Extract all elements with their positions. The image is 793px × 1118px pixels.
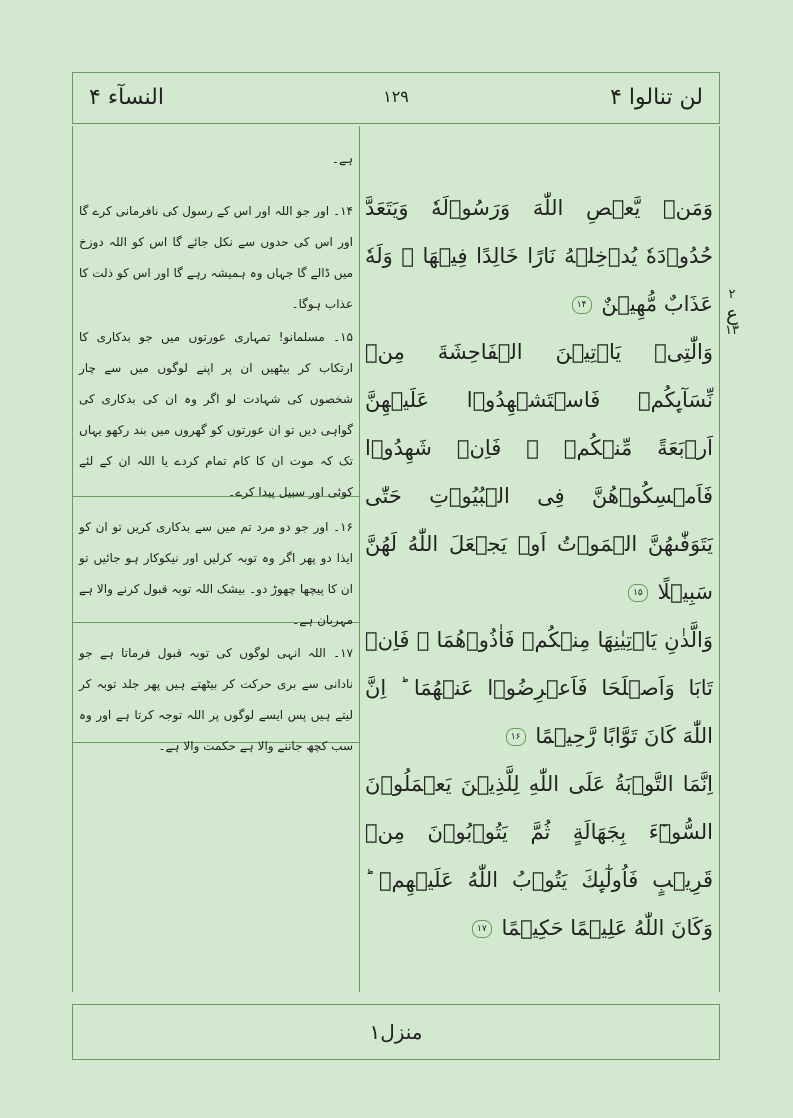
ayah-number-marker: ۱۷ (472, 920, 492, 938)
verse-text: وَالَّذٰنِ يَاۡتِيٰنِهَا مِنۡكُمۡ فَاٰذُوۡهُمَا ۚ فَاِنۡ تَابَا وَاَصۡلَحَا فَاَعۡرِضُوۡا عَنۡهُمَا ؕ اِنَّ اللّٰهَ كَانَ تَوَّابًا رَّحِيۡمًا (365, 628, 713, 748)
urdu-translation-17: ۱۷۔ اللہ انہی لوگوں کی توبہ قبول فرماتا ہے جو نادانی سے بری حرکت کر بیٹھتے ہیں پھر جلد توبہ کر لیتے ہیں پس ایسے لوگوں پر اللہ توجہ کرتا ہے اور وہ سب کچھ جاننے والا ہے حکمت والا ہے۔ (79, 646, 353, 753)
verse-text: وَالّٰتِىۡ يَاۡتِيۡنَ الۡفَاحِشَةَ مِنۡ نِّسَآٮِٕكُمۡ فَاسۡتَشۡهِدُوۡا عَلَيۡهِنَّ اَرۡبَعَةً مِّنۡكُمۡ ۚ فَاِنۡ شَهِدُوۡا فَاَمۡسِكُوۡهُنَّ فِى الۡبُيُوۡتِ حَتّٰى يَتَوَفّٰٮهُنَّ الۡمَوۡتُ اَوۡ يَجۡعَلَ اللّٰهُ لَهُنَّ سَبِيۡلًا (365, 340, 713, 604)
ruku-verse-count: ۱۳ (725, 323, 739, 338)
arabic-verse-14 (365, 184, 713, 328)
ayah-number-marker: ۱۶ (506, 728, 526, 746)
page-number: ۱۲۹ (383, 87, 409, 106)
urdu-translation-14: ۱۴۔ اور جو اللہ اور اس کے رسول کی نافرمانی کرے گا اور اس کی حدوں سے نکل جائے گا اس کو اللہ دوزخ میں ڈالے گا جہاں وہ ہمیشہ رہے گا اور اس کو ذلت کا عذاب ہوگا۔ (79, 204, 353, 311)
ruku-marker (722, 288, 742, 338)
manzil-label: منزل۱ (369, 1020, 423, 1044)
ayah-number-marker: ۱۴ (572, 296, 592, 314)
page-footer (72, 1004, 720, 1060)
urdu-translation-15: ۱۵۔ مسلمانو! تمہاری عورتوں میں جو بدکاری کا ارتکاب کر بیٹھیں ان پر اپنے لوگوں میں سے چار شخصوں کی شہادت لو اگر وہ ان کی بدکاری کی گواہی دیں تو ان عورتوں کو گھروں میں بند رکھو یہاں تک کہ موت ان کا کام تمام کردے یا اللہ ان کے لئے کوئی اور سبیل پیدا کرے۔ (79, 330, 353, 499)
page-header (72, 72, 720, 124)
verse-text: وَمَنۡ يَّعۡصِ اللّٰهَ وَرَسُوۡلَهٗ وَيَتَعَدَّ حُدُوۡدَهٗ يُدۡخِلۡهُ نَارًا خَالِدًا فِيۡهَا ۖ وَلَهٗ عَذَابٌ مُّهِيۡنٌ (365, 196, 713, 316)
arabic-verse-16 (365, 616, 713, 760)
page-body (72, 126, 720, 992)
ruku-number: ۲ (728, 287, 736, 302)
arabic-verse-15 (365, 328, 713, 616)
ruku-glyph: ع (726, 301, 738, 325)
juz-title: لن تنالوا ۴ (610, 85, 703, 110)
urdu-carry-over: ہے۔ (331, 152, 353, 166)
verse-text: اِنَّمَا التَّوۡبَةُ عَلَى اللّٰهِ لِلَّذِيۡنَ يَعۡمَلُوۡنَ السُّوۡٓءَ بِجَهَالَةٍ ثُمَّ يَتُوۡبُوۡنَ مِنۡ قَرِيۡبٍ فَاُولٰٓٮِٕكَ يَتُوۡبُ اللّٰهُ عَلَيۡهِمۡ ؕ وَكَانَ اللّٰهُ عَلِيۡمًا حَكِيۡمًا (365, 772, 713, 940)
surah-title: النسآء ۴ (89, 85, 164, 110)
arabic-verse-17 (365, 760, 713, 952)
urdu-translation-16: ۱۶۔ اور جو دو مرد تم میں سے بدکاری کریں تو ان کو ایذا دو پھر اگر وہ توبہ کرلیں اور نیکوکار ہو جائیں تو ان کا پیچھا چھوڑ دو۔ بیشک اللہ توبہ قبول کرنے والا ہے مہربان ہے۔ (79, 520, 353, 627)
ayah-number-marker: ۱۵ (628, 584, 648, 602)
column-divider (359, 126, 360, 992)
